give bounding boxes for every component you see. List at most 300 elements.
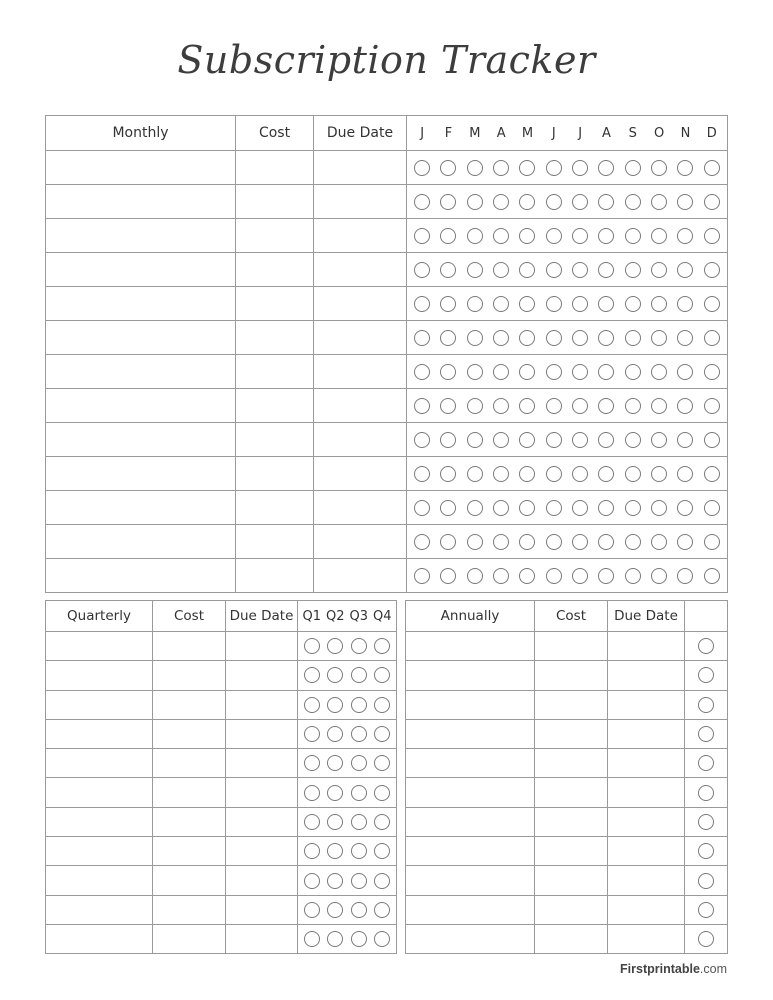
month-check-circle[interactable] — [625, 296, 641, 312]
month-check-circle[interactable] — [704, 194, 720, 210]
quarterly-name-cell[interactable] — [46, 778, 153, 807]
month-check-circle[interactable] — [467, 160, 483, 176]
month-check-circle[interactable] — [598, 568, 614, 584]
month-check-circle[interactable] — [651, 160, 667, 176]
year-check-circle[interactable] — [698, 726, 714, 742]
month-check-circle[interactable] — [519, 296, 535, 312]
monthly-cost-cell[interactable] — [236, 287, 314, 321]
month-check-circle[interactable] — [440, 330, 456, 346]
quarter-check-circle[interactable] — [327, 785, 343, 801]
month-check-circle[interactable] — [493, 194, 509, 210]
month-check-circle[interactable] — [625, 364, 641, 380]
month-check-circle[interactable] — [546, 432, 562, 448]
quarter-check-circle[interactable] — [351, 873, 367, 889]
monthly-due-date-cell[interactable] — [314, 389, 407, 423]
monthly-name-cell[interactable] — [46, 287, 236, 321]
month-check-circle[interactable] — [414, 534, 430, 550]
month-check-circle[interactable] — [467, 228, 483, 244]
month-check-circle[interactable] — [493, 466, 509, 482]
month-check-circle[interactable] — [625, 398, 641, 414]
month-check-circle[interactable] — [598, 398, 614, 414]
quarterly-name-cell[interactable] — [46, 837, 153, 866]
month-check-circle[interactable] — [677, 296, 693, 312]
annually-name-cell[interactable] — [406, 690, 535, 719]
quarter-check-circle[interactable] — [351, 843, 367, 859]
month-check-circle[interactable] — [414, 228, 430, 244]
month-check-circle[interactable] — [493, 568, 509, 584]
month-check-circle[interactable] — [493, 228, 509, 244]
quarterly-name-cell[interactable] — [46, 661, 153, 690]
quarter-check-circle[interactable] — [374, 931, 390, 947]
monthly-name-cell[interactable] — [46, 457, 236, 491]
month-check-circle[interactable] — [440, 262, 456, 278]
monthly-cost-cell[interactable] — [236, 321, 314, 355]
quarter-check-circle[interactable] — [304, 931, 320, 947]
month-check-circle[interactable] — [651, 228, 667, 244]
month-check-circle[interactable] — [598, 500, 614, 516]
quarter-check-circle[interactable] — [374, 902, 390, 918]
quarter-check-circle[interactable] — [327, 697, 343, 713]
quarterly-cost-cell[interactable] — [153, 719, 226, 748]
monthly-cost-cell[interactable] — [236, 185, 314, 219]
annually-name-cell[interactable] — [406, 837, 535, 866]
quarterly-due-date-cell[interactable] — [226, 807, 298, 836]
year-check-circle[interactable] — [698, 873, 714, 889]
year-check-circle[interactable] — [698, 814, 714, 830]
year-check-circle[interactable] — [698, 931, 714, 947]
month-check-circle[interactable] — [704, 330, 720, 346]
annually-due-date-cell[interactable] — [608, 807, 685, 836]
month-check-circle[interactable] — [625, 228, 641, 244]
annually-name-cell[interactable] — [406, 866, 535, 895]
month-check-circle[interactable] — [677, 160, 693, 176]
monthly-cost-cell[interactable] — [236, 253, 314, 287]
quarterly-name-cell[interactable] — [46, 866, 153, 895]
quarterly-due-date-cell[interactable] — [226, 690, 298, 719]
monthly-due-date-cell[interactable] — [314, 559, 407, 593]
monthly-due-date-cell[interactable] — [314, 253, 407, 287]
month-check-circle[interactable] — [519, 262, 535, 278]
month-check-circle[interactable] — [440, 534, 456, 550]
quarterly-cost-cell[interactable] — [153, 924, 226, 953]
annually-cost-cell[interactable] — [535, 924, 608, 953]
month-check-circle[interactable] — [677, 466, 693, 482]
quarter-check-circle[interactable] — [327, 638, 343, 654]
monthly-due-date-cell[interactable] — [314, 185, 407, 219]
quarter-check-circle[interactable] — [374, 667, 390, 683]
month-check-circle[interactable] — [625, 160, 641, 176]
month-check-circle[interactable] — [440, 160, 456, 176]
monthly-cost-cell[interactable] — [236, 525, 314, 559]
month-check-circle[interactable] — [414, 398, 430, 414]
monthly-name-cell[interactable] — [46, 491, 236, 525]
month-check-circle[interactable] — [704, 534, 720, 550]
quarter-check-circle[interactable] — [374, 638, 390, 654]
quarter-check-circle[interactable] — [327, 726, 343, 742]
quarterly-name-cell[interactable] — [46, 719, 153, 748]
monthly-name-cell[interactable] — [46, 525, 236, 559]
quarter-check-circle[interactable] — [351, 667, 367, 683]
quarter-check-circle[interactable] — [351, 785, 367, 801]
month-check-circle[interactable] — [651, 398, 667, 414]
annually-due-date-cell[interactable] — [608, 778, 685, 807]
quarterly-due-date-cell[interactable] — [226, 895, 298, 924]
month-check-circle[interactable] — [598, 466, 614, 482]
monthly-name-cell[interactable] — [46, 355, 236, 389]
monthly-name-cell[interactable] — [46, 423, 236, 457]
month-check-circle[interactable] — [625, 432, 641, 448]
month-check-circle[interactable] — [546, 296, 562, 312]
quarter-check-circle[interactable] — [304, 814, 320, 830]
year-check-circle[interactable] — [698, 638, 714, 654]
month-check-circle[interactable] — [677, 534, 693, 550]
month-check-circle[interactable] — [467, 500, 483, 516]
quarter-check-circle[interactable] — [374, 697, 390, 713]
month-check-circle[interactable] — [546, 330, 562, 346]
quarterly-due-date-cell[interactable] — [226, 778, 298, 807]
month-check-circle[interactable] — [440, 432, 456, 448]
quarterly-cost-cell[interactable] — [153, 690, 226, 719]
annually-name-cell[interactable] — [406, 807, 535, 836]
annually-due-date-cell[interactable] — [608, 632, 685, 661]
month-check-circle[interactable] — [704, 228, 720, 244]
month-check-circle[interactable] — [677, 432, 693, 448]
month-check-circle[interactable] — [625, 534, 641, 550]
quarter-check-circle[interactable] — [304, 697, 320, 713]
month-check-circle[interactable] — [493, 398, 509, 414]
month-check-circle[interactable] — [651, 262, 667, 278]
annually-name-cell[interactable] — [406, 924, 535, 953]
monthly-cost-cell[interactable] — [236, 151, 314, 185]
annually-name-cell[interactable] — [406, 778, 535, 807]
month-check-circle[interactable] — [467, 296, 483, 312]
month-check-circle[interactable] — [414, 194, 430, 210]
month-check-circle[interactable] — [572, 296, 588, 312]
annually-cost-cell[interactable] — [535, 632, 608, 661]
quarterly-name-cell[interactable] — [46, 632, 153, 661]
month-check-circle[interactable] — [467, 330, 483, 346]
quarter-check-circle[interactable] — [351, 902, 367, 918]
month-check-circle[interactable] — [519, 500, 535, 516]
year-check-circle[interactable] — [698, 667, 714, 683]
annually-due-date-cell[interactable] — [608, 749, 685, 778]
month-check-circle[interactable] — [467, 398, 483, 414]
quarterly-due-date-cell[interactable] — [226, 837, 298, 866]
month-check-circle[interactable] — [598, 228, 614, 244]
annually-cost-cell[interactable] — [535, 661, 608, 690]
quarter-check-circle[interactable] — [304, 902, 320, 918]
monthly-due-date-cell[interactable] — [314, 219, 407, 253]
month-check-circle[interactable] — [572, 466, 588, 482]
month-check-circle[interactable] — [572, 228, 588, 244]
month-check-circle[interactable] — [704, 432, 720, 448]
month-check-circle[interactable] — [519, 398, 535, 414]
month-check-circle[interactable] — [677, 398, 693, 414]
month-check-circle[interactable] — [467, 364, 483, 380]
quarter-check-circle[interactable] — [374, 785, 390, 801]
month-check-circle[interactable] — [651, 296, 667, 312]
month-check-circle[interactable] — [414, 500, 430, 516]
month-check-circle[interactable] — [414, 160, 430, 176]
month-check-circle[interactable] — [677, 330, 693, 346]
month-check-circle[interactable] — [546, 568, 562, 584]
quarter-check-circle[interactable] — [327, 814, 343, 830]
month-check-circle[interactable] — [546, 160, 562, 176]
month-check-circle[interactable] — [598, 364, 614, 380]
quarter-check-circle[interactable] — [327, 931, 343, 947]
month-check-circle[interactable] — [493, 262, 509, 278]
month-check-circle[interactable] — [572, 364, 588, 380]
month-check-circle[interactable] — [546, 398, 562, 414]
month-check-circle[interactable] — [598, 330, 614, 346]
month-check-circle[interactable] — [546, 500, 562, 516]
quarter-check-circle[interactable] — [374, 814, 390, 830]
month-check-circle[interactable] — [598, 262, 614, 278]
annually-cost-cell[interactable] — [535, 837, 608, 866]
year-check-circle[interactable] — [698, 755, 714, 771]
year-check-circle[interactable] — [698, 843, 714, 859]
quarter-check-circle[interactable] — [327, 755, 343, 771]
annually-cost-cell[interactable] — [535, 690, 608, 719]
month-check-circle[interactable] — [572, 432, 588, 448]
monthly-cost-cell[interactable] — [236, 423, 314, 457]
quarter-check-circle[interactable] — [351, 755, 367, 771]
month-check-circle[interactable] — [651, 330, 667, 346]
annually-cost-cell[interactable] — [535, 807, 608, 836]
month-check-circle[interactable] — [440, 228, 456, 244]
monthly-name-cell[interactable] — [46, 185, 236, 219]
year-check-circle[interactable] — [698, 785, 714, 801]
month-check-circle[interactable] — [493, 160, 509, 176]
month-check-circle[interactable] — [704, 364, 720, 380]
month-check-circle[interactable] — [651, 500, 667, 516]
quarterly-due-date-cell[interactable] — [226, 866, 298, 895]
annually-name-cell[interactable] — [406, 661, 535, 690]
month-check-circle[interactable] — [493, 330, 509, 346]
month-check-circle[interactable] — [440, 296, 456, 312]
quarter-check-circle[interactable] — [374, 726, 390, 742]
quarter-check-circle[interactable] — [327, 902, 343, 918]
monthly-due-date-cell[interactable] — [314, 457, 407, 491]
month-check-circle[interactable] — [572, 330, 588, 346]
quarterly-cost-cell[interactable] — [153, 866, 226, 895]
quarter-check-circle[interactable] — [304, 873, 320, 889]
month-check-circle[interactable] — [546, 534, 562, 550]
monthly-name-cell[interactable] — [46, 151, 236, 185]
month-check-circle[interactable] — [598, 534, 614, 550]
quarter-check-circle[interactable] — [327, 667, 343, 683]
month-check-circle[interactable] — [493, 500, 509, 516]
month-check-circle[interactable] — [625, 262, 641, 278]
month-check-circle[interactable] — [704, 500, 720, 516]
monthly-due-date-cell[interactable] — [314, 287, 407, 321]
month-check-circle[interactable] — [440, 568, 456, 584]
quarterly-due-date-cell[interactable] — [226, 661, 298, 690]
monthly-name-cell[interactable] — [46, 389, 236, 423]
monthly-due-date-cell[interactable] — [314, 525, 407, 559]
month-check-circle[interactable] — [414, 262, 430, 278]
annually-cost-cell[interactable] — [535, 749, 608, 778]
monthly-due-date-cell[interactable] — [314, 491, 407, 525]
month-check-circle[interactable] — [519, 194, 535, 210]
annually-name-cell[interactable] — [406, 895, 535, 924]
month-check-circle[interactable] — [625, 330, 641, 346]
monthly-cost-cell[interactable] — [236, 389, 314, 423]
month-check-circle[interactable] — [467, 534, 483, 550]
annually-cost-cell[interactable] — [535, 778, 608, 807]
month-check-circle[interactable] — [677, 500, 693, 516]
month-check-circle[interactable] — [625, 466, 641, 482]
month-check-circle[interactable] — [546, 194, 562, 210]
month-check-circle[interactable] — [414, 432, 430, 448]
quarter-check-circle[interactable] — [304, 726, 320, 742]
month-check-circle[interactable] — [493, 534, 509, 550]
month-check-circle[interactable] — [598, 296, 614, 312]
month-check-circle[interactable] — [414, 568, 430, 584]
month-check-circle[interactable] — [625, 500, 641, 516]
month-check-circle[interactable] — [572, 398, 588, 414]
quarter-check-circle[interactable] — [304, 785, 320, 801]
annually-due-date-cell[interactable] — [608, 690, 685, 719]
annually-cost-cell[interactable] — [535, 866, 608, 895]
monthly-name-cell[interactable] — [46, 559, 236, 593]
annually-due-date-cell[interactable] — [608, 895, 685, 924]
quarterly-name-cell[interactable] — [46, 749, 153, 778]
monthly-name-cell[interactable] — [46, 321, 236, 355]
month-check-circle[interactable] — [519, 160, 535, 176]
month-check-circle[interactable] — [519, 330, 535, 346]
annually-due-date-cell[interactable] — [608, 837, 685, 866]
month-check-circle[interactable] — [572, 568, 588, 584]
month-check-circle[interactable] — [519, 568, 535, 584]
quarter-check-circle[interactable] — [351, 638, 367, 654]
month-check-circle[interactable] — [677, 194, 693, 210]
month-check-circle[interactable] — [651, 466, 667, 482]
month-check-circle[interactable] — [440, 398, 456, 414]
quarterly-name-cell[interactable] — [46, 924, 153, 953]
month-check-circle[interactable] — [519, 466, 535, 482]
year-check-circle[interactable] — [698, 697, 714, 713]
quarterly-cost-cell[interactable] — [153, 895, 226, 924]
month-check-circle[interactable] — [677, 228, 693, 244]
month-check-circle[interactable] — [572, 500, 588, 516]
annually-name-cell[interactable] — [406, 719, 535, 748]
month-check-circle[interactable] — [440, 194, 456, 210]
month-check-circle[interactable] — [546, 228, 562, 244]
monthly-cost-cell[interactable] — [236, 457, 314, 491]
quarter-check-circle[interactable] — [374, 755, 390, 771]
month-check-circle[interactable] — [704, 262, 720, 278]
month-check-circle[interactable] — [677, 364, 693, 380]
quarter-check-circle[interactable] — [304, 755, 320, 771]
month-check-circle[interactable] — [572, 262, 588, 278]
month-check-circle[interactable] — [598, 194, 614, 210]
monthly-due-date-cell[interactable] — [314, 151, 407, 185]
month-check-circle[interactable] — [519, 364, 535, 380]
month-check-circle[interactable] — [651, 194, 667, 210]
annually-cost-cell[interactable] — [535, 895, 608, 924]
quarter-check-circle[interactable] — [351, 726, 367, 742]
month-check-circle[interactable] — [598, 432, 614, 448]
monthly-name-cell[interactable] — [46, 253, 236, 287]
annually-cost-cell[interactable] — [535, 719, 608, 748]
month-check-circle[interactable] — [467, 194, 483, 210]
quarterly-due-date-cell[interactable] — [226, 749, 298, 778]
month-check-circle[interactable] — [414, 364, 430, 380]
month-check-circle[interactable] — [625, 568, 641, 584]
month-check-circle[interactable] — [651, 534, 667, 550]
month-check-circle[interactable] — [440, 364, 456, 380]
annually-name-cell[interactable] — [406, 749, 535, 778]
month-check-circle[interactable] — [704, 296, 720, 312]
month-check-circle[interactable] — [440, 500, 456, 516]
quarter-check-circle[interactable] — [351, 931, 367, 947]
quarter-check-circle[interactable] — [327, 843, 343, 859]
month-check-circle[interactable] — [572, 194, 588, 210]
month-check-circle[interactable] — [546, 466, 562, 482]
quarter-check-circle[interactable] — [304, 667, 320, 683]
quarterly-name-cell[interactable] — [46, 690, 153, 719]
year-check-circle[interactable] — [698, 902, 714, 918]
month-check-circle[interactable] — [519, 432, 535, 448]
monthly-cost-cell[interactable] — [236, 559, 314, 593]
quarterly-cost-cell[interactable] — [153, 661, 226, 690]
month-check-circle[interactable] — [704, 398, 720, 414]
month-check-circle[interactable] — [414, 466, 430, 482]
month-check-circle[interactable] — [467, 466, 483, 482]
month-check-circle[interactable] — [572, 534, 588, 550]
monthly-due-date-cell[interactable] — [314, 423, 407, 457]
month-check-circle[interactable] — [414, 330, 430, 346]
quarter-check-circle[interactable] — [374, 843, 390, 859]
quarter-check-circle[interactable] — [304, 638, 320, 654]
monthly-cost-cell[interactable] — [236, 491, 314, 525]
quarter-check-circle[interactable] — [374, 873, 390, 889]
quarterly-due-date-cell[interactable] — [226, 924, 298, 953]
annually-due-date-cell[interactable] — [608, 661, 685, 690]
month-check-circle[interactable] — [546, 262, 562, 278]
month-check-circle[interactable] — [598, 160, 614, 176]
month-check-circle[interactable] — [493, 432, 509, 448]
monthly-name-cell[interactable] — [46, 219, 236, 253]
quarter-check-circle[interactable] — [304, 843, 320, 859]
month-check-circle[interactable] — [572, 160, 588, 176]
month-check-circle[interactable] — [493, 296, 509, 312]
annually-name-cell[interactable] — [406, 632, 535, 661]
quarterly-cost-cell[interactable] — [153, 837, 226, 866]
month-check-circle[interactable] — [704, 466, 720, 482]
quarterly-name-cell[interactable] — [46, 807, 153, 836]
quarterly-name-cell[interactable] — [46, 895, 153, 924]
month-check-circle[interactable] — [467, 432, 483, 448]
month-check-circle[interactable] — [519, 228, 535, 244]
month-check-circle[interactable] — [414, 296, 430, 312]
quarterly-cost-cell[interactable] — [153, 632, 226, 661]
month-check-circle[interactable] — [704, 568, 720, 584]
month-check-circle[interactable] — [677, 568, 693, 584]
month-check-circle[interactable] — [467, 568, 483, 584]
annually-due-date-cell[interactable] — [608, 924, 685, 953]
month-check-circle[interactable] — [440, 466, 456, 482]
quarterly-cost-cell[interactable] — [153, 778, 226, 807]
monthly-due-date-cell[interactable] — [314, 321, 407, 355]
annually-due-date-cell[interactable] — [608, 866, 685, 895]
quarterly-cost-cell[interactable] — [153, 807, 226, 836]
quarter-check-circle[interactable] — [327, 873, 343, 889]
quarterly-due-date-cell[interactable] — [226, 632, 298, 661]
month-check-circle[interactable] — [651, 432, 667, 448]
quarter-check-circle[interactable] — [351, 697, 367, 713]
